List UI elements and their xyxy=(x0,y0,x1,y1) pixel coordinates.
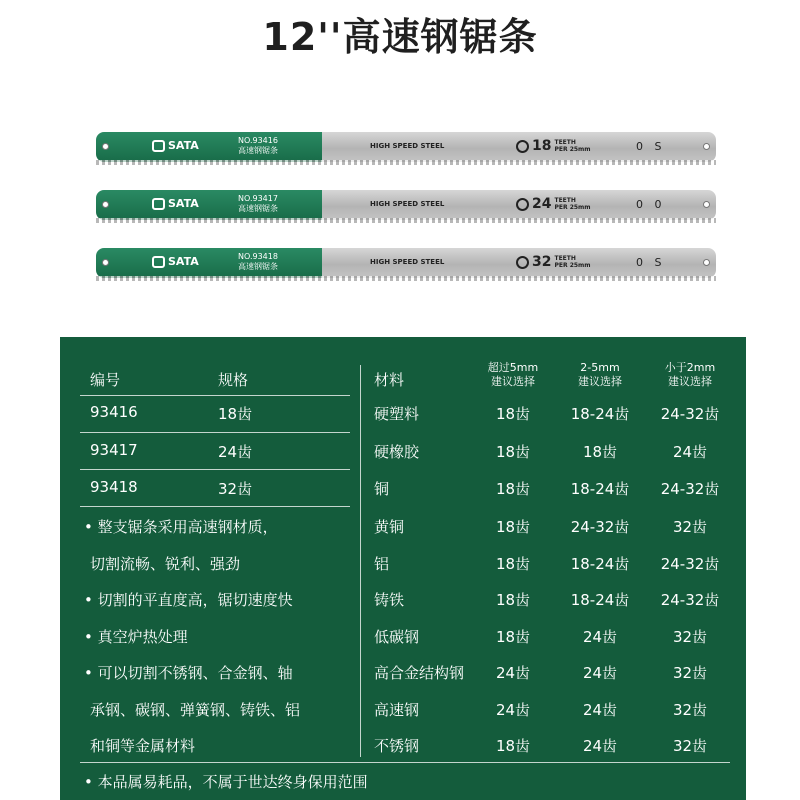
blade-teeth xyxy=(96,160,716,165)
table-row-spec: 18齿 xyxy=(218,405,253,423)
material-cell: 铝 xyxy=(374,555,390,573)
feature-line: 承钢、碳钢、弹簧钢、铸铁、铝 xyxy=(90,701,301,719)
header-over-5mm: 超过5mm 建议选择 xyxy=(487,361,539,388)
blade-hole-icon xyxy=(102,259,109,266)
blade-hole-icon xyxy=(703,143,710,150)
header-under-2mm: 小于2mm 建议选择 xyxy=(664,361,716,388)
blade-teeth-info: 18 TEETH PER 25mm xyxy=(516,138,591,154)
blade-code: 0 S xyxy=(636,256,666,269)
teeth-cell: 18齿 xyxy=(495,628,531,646)
teeth-cell: 18-24齿 xyxy=(570,405,630,423)
teeth-cell: 24-32齿 xyxy=(660,405,720,423)
column-divider xyxy=(360,365,361,757)
teeth-cell: 32齿 xyxy=(672,664,708,682)
teeth-cell: 24齿 xyxy=(582,701,618,719)
header-number: 编号 xyxy=(90,371,121,389)
table-row-spec: 24齿 xyxy=(218,443,253,461)
blade-code: 0 S xyxy=(636,140,666,153)
header-material: 材料 xyxy=(374,371,405,389)
material-cell: 高合金结构钢 xyxy=(374,664,465,682)
teeth-cell: 24齿 xyxy=(672,443,708,461)
blade-model: NO.93416 高速钢锯条 xyxy=(238,136,278,155)
material-cell: 高速钢 xyxy=(374,701,420,719)
row-line xyxy=(80,762,730,763)
teeth-cell: 18齿 xyxy=(495,518,531,536)
feature-line: 切割流畅、锐利、强劲 xyxy=(90,555,241,573)
header-2-5mm: 2-5mm 建议选择 xyxy=(578,361,622,388)
feature-line: • 切割的平直度高，锯切速度快 xyxy=(84,591,293,609)
row-line xyxy=(80,469,350,470)
teeth-cell: 18齿 xyxy=(495,480,531,498)
teeth-cell: 18齿 xyxy=(582,443,618,461)
blade-model: NO.93417 高速钢锯条 xyxy=(238,194,278,213)
header-spec: 规格 xyxy=(218,371,249,389)
teeth-cell: 32齿 xyxy=(672,737,708,755)
blade-hole-icon xyxy=(102,143,109,150)
teeth-cell: 32齿 xyxy=(672,518,708,536)
teeth-cell: 32齿 xyxy=(672,701,708,719)
material-cell: 黄铜 xyxy=(374,518,405,536)
feature-line: • 真空炉热处理 xyxy=(84,628,188,646)
teeth-cell: 18齿 xyxy=(495,737,531,755)
material-cell: 硬橡胶 xyxy=(374,443,420,461)
tooth-circle-icon xyxy=(516,256,529,269)
teeth-cell: 18-24齿 xyxy=(570,555,630,573)
blade-teeth xyxy=(96,276,716,281)
teeth-cell: 24-32齿 xyxy=(570,518,630,536)
blade-material: HIGH SPEED STEEL xyxy=(370,142,445,150)
row-line xyxy=(80,395,350,396)
spec-panel xyxy=(60,337,746,800)
sata-logo: SATA xyxy=(152,139,199,152)
table-row-number: 93418 xyxy=(90,478,138,496)
table-row-number: 93416 xyxy=(90,403,138,421)
teeth-cell: 32齿 xyxy=(672,628,708,646)
teeth-cell: 24齿 xyxy=(582,737,618,755)
blade-material: HIGH SPEED STEEL xyxy=(370,200,445,208)
row-line xyxy=(80,506,350,507)
saw-blade xyxy=(96,248,716,278)
blade-hole-icon xyxy=(102,201,109,208)
blade-green-section xyxy=(96,190,322,220)
blade-teeth-info: 24 TEETH PER 25mm xyxy=(516,196,591,212)
teeth-cell: 24齿 xyxy=(495,701,531,719)
blade-teeth xyxy=(96,218,716,223)
sata-hex-icon xyxy=(152,198,165,210)
tooth-circle-icon xyxy=(516,140,529,153)
saw-blade xyxy=(96,190,716,220)
saw-blade xyxy=(96,132,716,162)
table-row-spec: 32齿 xyxy=(218,480,253,498)
footnote: • 本品属易耗品，不属于世达终身保用范围 xyxy=(84,773,368,791)
feature-line: 和铜等金属材料 xyxy=(90,737,196,755)
teeth-cell: 24-32齿 xyxy=(660,555,720,573)
sata-hex-icon xyxy=(152,140,165,152)
material-cell: 硬塑料 xyxy=(374,405,420,423)
blade-green-section xyxy=(96,132,322,162)
blade-model: NO.93418 高速钢锯条 xyxy=(238,252,278,271)
sata-logo: SATA xyxy=(152,197,199,210)
blade-teeth-info: 32 TEETH PER 25mm xyxy=(516,254,591,270)
page-title: 12''高速钢锯条 xyxy=(262,15,538,59)
teeth-cell: 18齿 xyxy=(495,555,531,573)
teeth-cell: 18齿 xyxy=(495,443,531,461)
material-cell: 铜 xyxy=(374,480,390,498)
blade-green-section xyxy=(96,248,322,278)
teeth-cell: 24-32齿 xyxy=(660,591,720,609)
teeth-cell: 24-32齿 xyxy=(660,480,720,498)
tooth-circle-icon xyxy=(516,198,529,211)
teeth-cell: 24齿 xyxy=(582,628,618,646)
sata-logo: SATA xyxy=(152,255,199,268)
teeth-cell: 24齿 xyxy=(582,664,618,682)
sata-hex-icon xyxy=(152,256,165,268)
row-line xyxy=(80,432,350,433)
teeth-cell: 18齿 xyxy=(495,405,531,423)
material-cell: 低碳钢 xyxy=(374,628,420,646)
feature-line: • 可以切割不锈钢、合金钢、轴 xyxy=(84,664,293,682)
material-cell: 铸铁 xyxy=(374,591,405,609)
blade-hole-icon xyxy=(703,201,710,208)
feature-line: • 整支锯条采用高速钢材质， xyxy=(84,518,278,536)
blade-hole-icon xyxy=(703,259,710,266)
teeth-cell: 18齿 xyxy=(495,591,531,609)
blade-material: HIGH SPEED STEEL xyxy=(370,258,445,266)
material-cell: 不锈钢 xyxy=(374,737,420,755)
teeth-cell: 24齿 xyxy=(495,664,531,682)
blade-code: 0 0 xyxy=(636,198,666,211)
table-row-number: 93417 xyxy=(90,441,138,459)
teeth-cell: 18-24齿 xyxy=(570,480,630,498)
teeth-cell: 18-24齿 xyxy=(570,591,630,609)
